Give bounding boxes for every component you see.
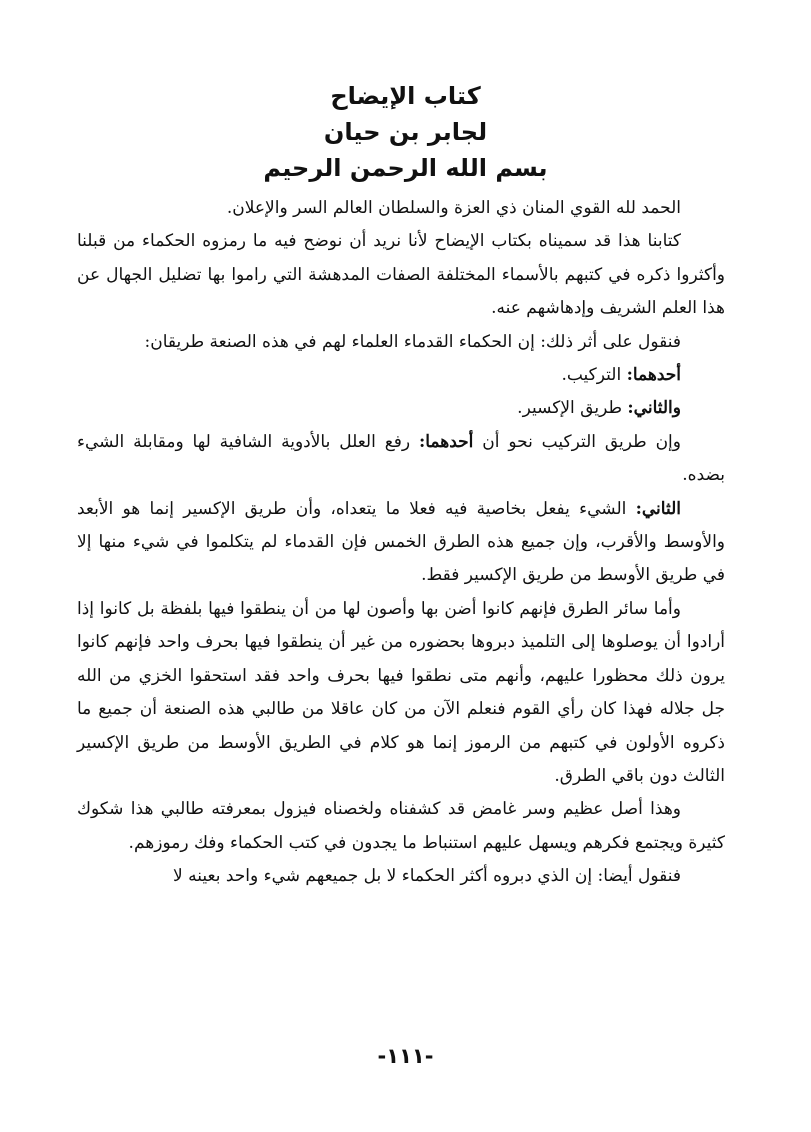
bold-term: أحدهما:: [418, 431, 474, 452]
paragraph: وإن طريق التركيب نحو أن أحدهما: رفع العلل بالأدوية الشافية لها ومقابلة الشيء بضده.: [77, 431, 725, 486]
title-block: [0, 78, 811, 186]
paragraph: فنقول على أثر ذلك: إن الحكماء القدماء العلماء لهم في هذه الصنعة طريقان:: [144, 331, 681, 352]
page-number: -١١١-: [377, 1044, 434, 1068]
bold-term: أحدهما:: [626, 365, 681, 386]
paragraph: أحدهما: التركيب.: [561, 365, 681, 386]
paragraph: كتابنا هذا قد سميناه بكتاب الإيضاح لأنا نريد أن نوضح فيه ما رمزوه الحكماء من قبلنا وأكثروا ذكره في كتبهم بالأسماء المختلفة الصفات المدهشة التي راموا بها تضليل الجهال عن هذا العلم الشريف وإدهاشهم عنه.: [77, 231, 725, 319]
book-title: كتاب الإيضاح: [330, 82, 481, 110]
paragraph: فنقول أيضا: إن الذي دبروه أكثر الحكماء لا بل جميعهم شيء واحد بعينه لا: [173, 866, 681, 887]
paragraph: والثاني: طريق الإكسير.: [517, 398, 681, 419]
paragraph: الثاني: الشيء يفعل بخاصية فيه فعلا ما يتعداه، وأن طريق الإكسير إنما هو الأبعد والأوسط والأقرب، وإن جميع هذه الطرق الخمس فإن القدماء لم يتكلموا في شيء منها إلا في طريق الأوسط من طريق الإكسير فقط.: [77, 498, 725, 586]
author-line: لجابر بن حيان: [323, 118, 488, 146]
bold-term: الثاني:: [635, 498, 681, 519]
body-text: [77, 192, 725, 894]
bold-term: والثاني:: [627, 398, 681, 419]
basmala: بسم الله الرحمن الرحيم: [263, 154, 548, 182]
paragraph: وأما سائر الطرق فإنهم كانوا أضن بها وأصون لها من أن ينطقوا فيها بلفظة بل كانوا إذا أرادوا أن يوصلوها إلى التلميذ دبروها بحضوره من غير أن ينطقوا فيها بحرف واحد فإنهم كانوا يرون ذلك محظورا عليهم، وأنهم متى نطقوا فيها بحرف واحد فقد استحقوا الخزي من الله جل جلاله فهذا كان رأي القوم فنعلم الآن من كان عاقلا من طالبي هذه الصنعة أن جميع ما ذكروه الأولون في كتبهم من الرموز إنما هو كلام في الطريق الأوسط من طريق الإكسير الثالث دون باقي الطرق.: [77, 598, 725, 786]
paragraph: الحمد لله القوي المنان ذي العزة والسلطان العالم السر والإعلان.: [226, 198, 681, 218]
paragraph: وهذا أصل عظيم وسر غامض قد كشفناه ولخصناه فيزول بمعرفته طالبي هذا شكوك كثيرة ويجتمع فكرهم ويسهل عليهم استنباط ما يجدون في كتب الحكماء وفك رموزهم.: [77, 799, 725, 853]
